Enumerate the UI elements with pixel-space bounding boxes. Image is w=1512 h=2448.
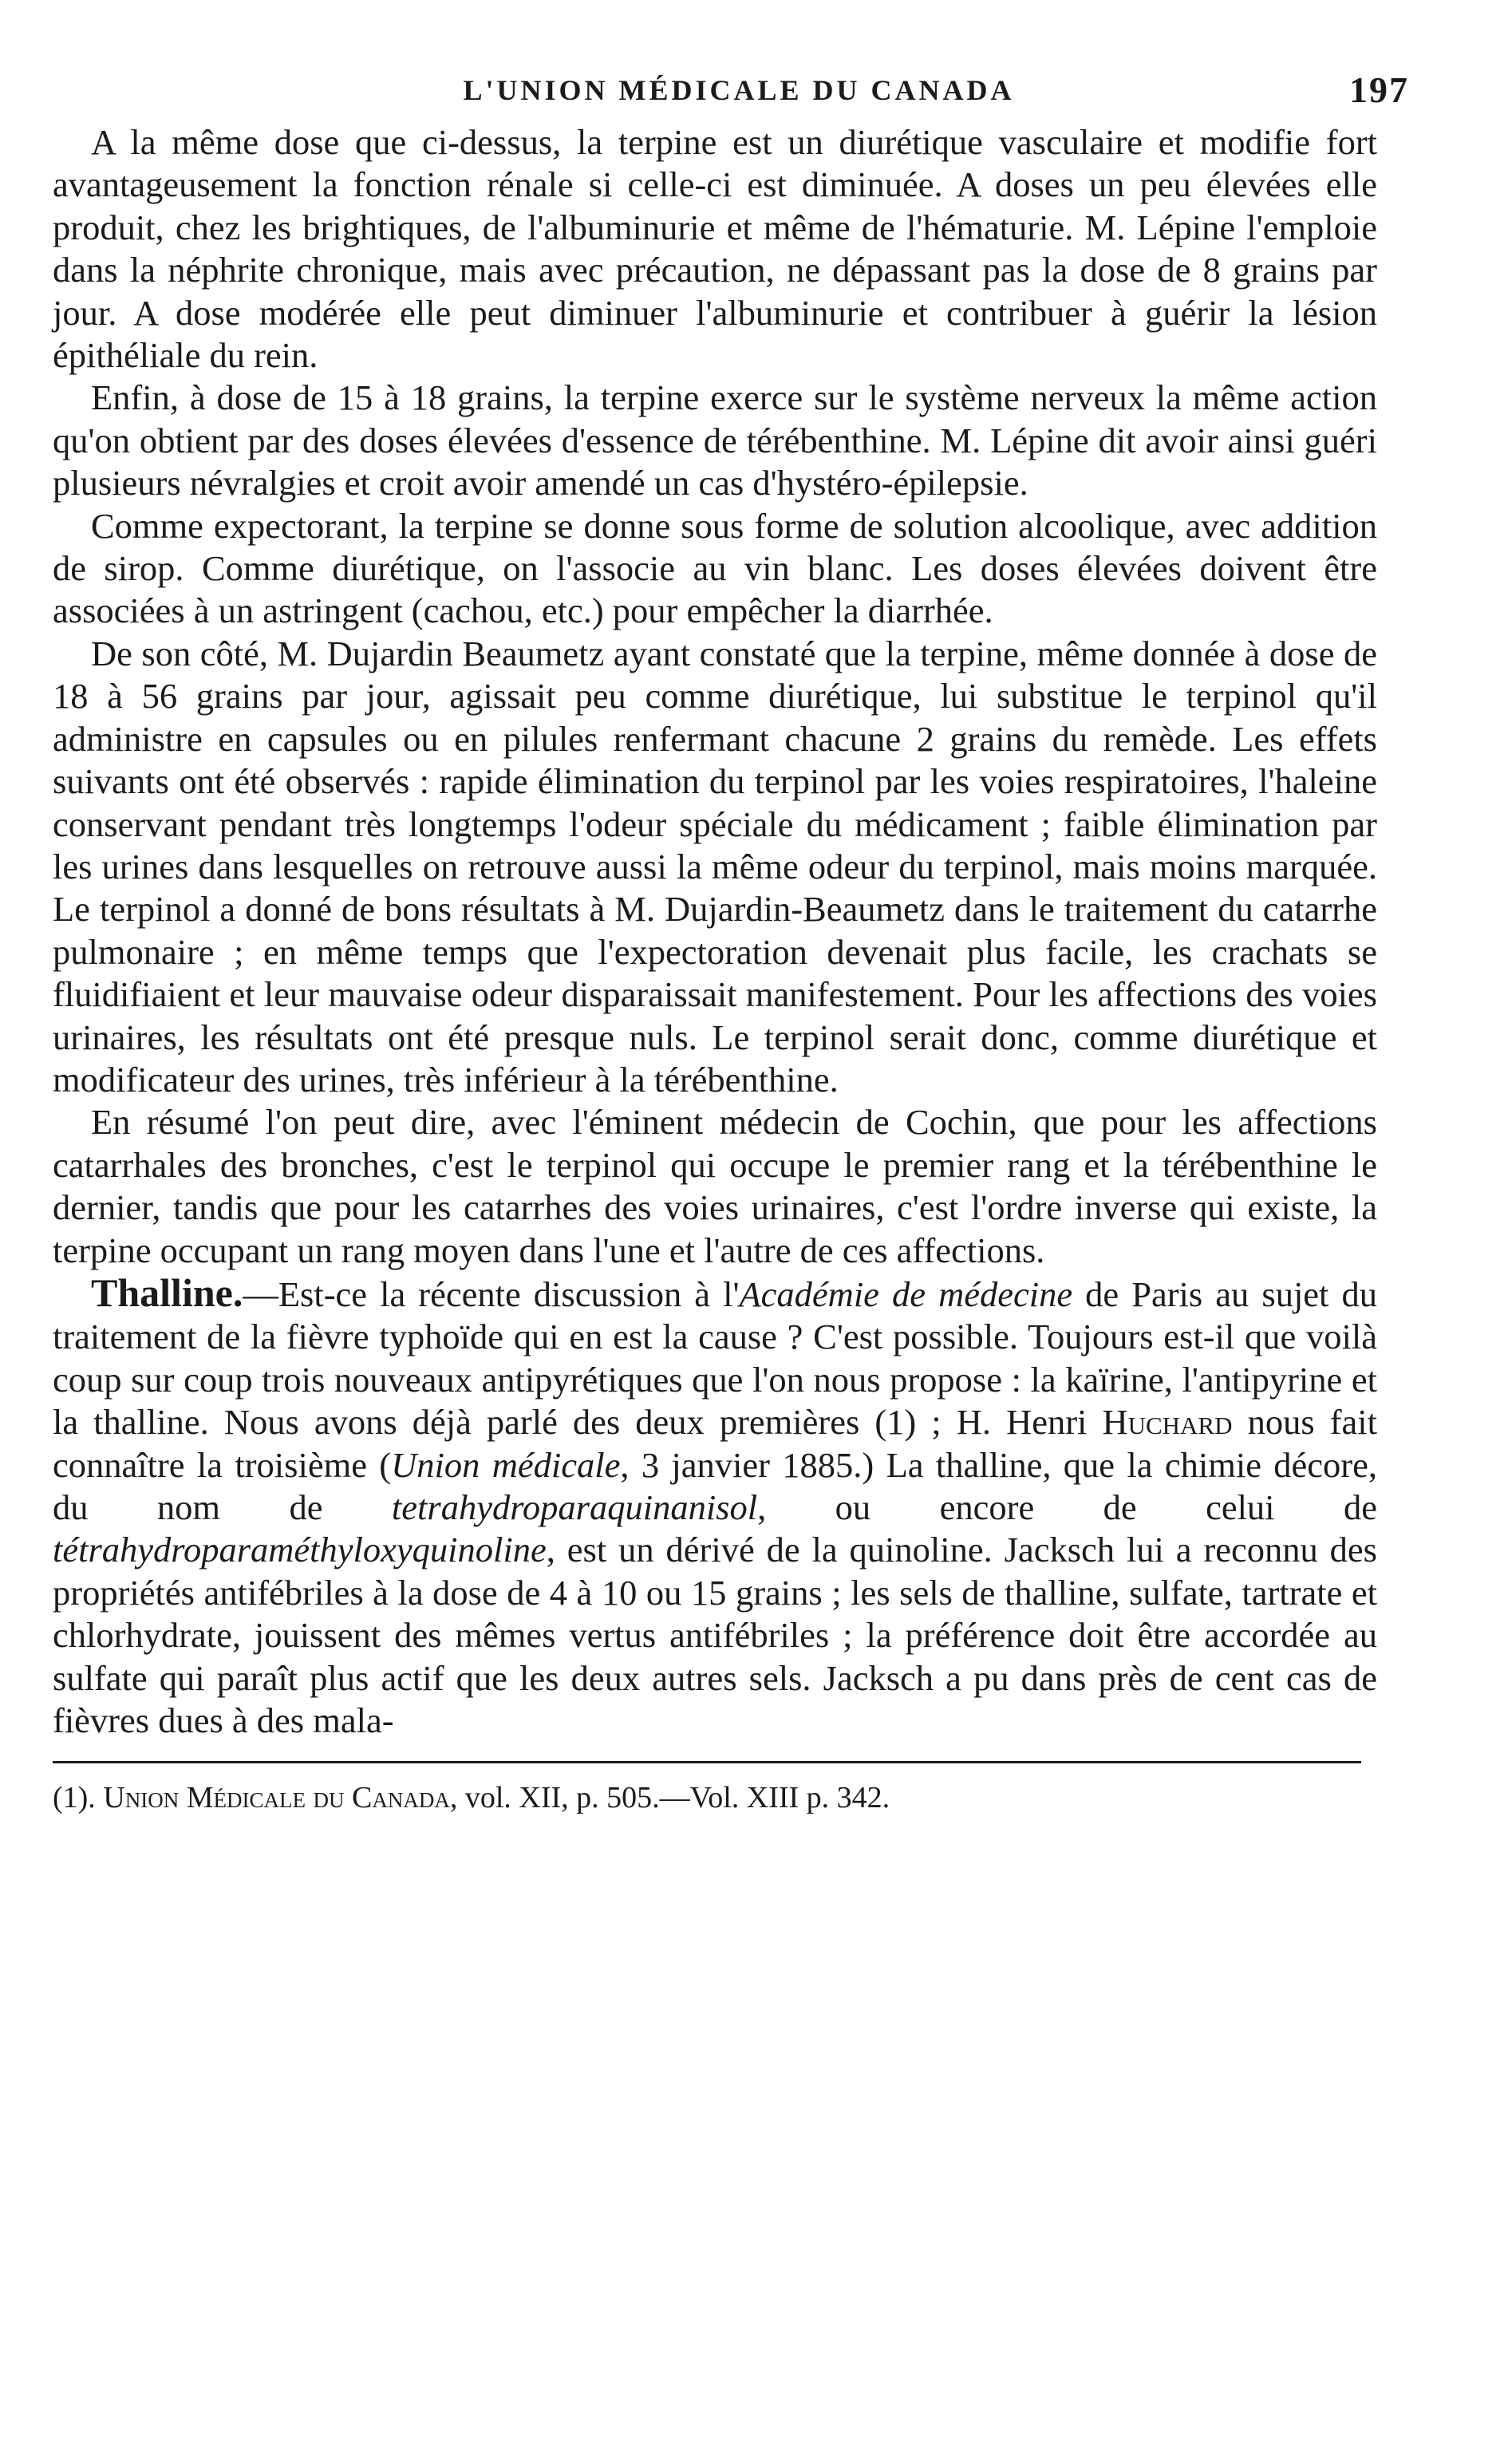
thalline-text-4: , 3 janvier 1885.) La thalline, que la chimie décore, du nom de xyxy=(53,1444,1377,1527)
journal-title: L'UNION MÉDICALE DU CANADA xyxy=(463,74,1015,106)
academie-title: Académie de médecine xyxy=(739,1273,1073,1314)
article-body xyxy=(53,121,1377,1742)
paragraph-thalline xyxy=(53,1269,1377,1742)
footnote-details: , vol. XII, p. 505.—Vol. XIII p. 342. xyxy=(449,1781,890,1815)
paragraph-terpinol: De son côté, M. Dujardin Beaumetz ayant constaté que la terpine, même donnée à dose de 18 à 56 grains par jour, agissait peu comme diurétique, lui substitue le terpinol qu'il administre en capsules ou en pilules renfermant chacune 2 grains du remède. Les effets suivants ont été observés : rapide élimination du terpinol par les voies respiratoires, l'haleine conservant pendant très longtemps l'odeur spéciale du médicament ; faible élimination par les urines dans lesquelles on retrouve aussi la même odeur du terpinol, mais moins marquée. Le terpinol a donné de bons résultats à M. Dujardin-Beaumetz dans le traitement du catarrhe pulmonaire ; en même temps que l'expectoration devenait plus facile, les crachats se fluidifiaient et leur mauvaise odeur disparaissait manifestement. Pour les affections des voies urinaires, les résultats ont été presque nuls. Le terpinol serait donc, comme diurétique et modificateur des urines, très inférieur à la térébenthine. xyxy=(53,633,1377,1100)
thalline-text-3: nous fait connaître la troisième ( xyxy=(53,1402,1377,1485)
thalline-text-2: de Paris au sujet du traitement de la fièvre typhoïde qui en est la cause ? C'est possible. Toujours est-il que voilà coup sur coup trois nouveaux antipyrétiques que l'on nous propose : la kaïrine, l'antipyrine et la thalline. Nous avons déjà parlé des deux premières (1) ; H. Henri xyxy=(53,1273,1377,1443)
paragraph-terpine-nervous: Enfin, à dose de 15 à 18 grains, la terpine exerce sur le système nerveux la même action qu'on obtient par des doses élevées d'essence de térébenthine. M. Lépine dit avoir ainsi guéri plusieurs névralgies et croit avoir amendé un cas d'hystéro-épilepsie. xyxy=(53,377,1377,503)
footnote-divider xyxy=(53,1761,1361,1763)
footnote-source: Union Médicale du Canada xyxy=(103,1781,450,1815)
page xyxy=(53,69,1409,1816)
chemical-name-2: tétrahydroparaméthyloxyquinoline xyxy=(53,1530,547,1570)
paragraph-terpine-expectorant: Comme expectorant, la terpine se donne sous forme de solution alcoolique, avec addition de sirop. Comme diurétique, on l'associe au vin blanc. Les doses élevées doivent être associées à un astringent (cachou, etc.) pour empêcher la diarrhée. xyxy=(53,505,1377,631)
chemical-name-1: tetrahydroparaquinanisol xyxy=(391,1487,758,1527)
author-huchard: Huchard xyxy=(1102,1402,1233,1443)
union-medicale-title: Union médicale xyxy=(391,1444,621,1485)
footnote xyxy=(53,1779,1377,1816)
thalline-heading: Thalline. xyxy=(91,1269,243,1315)
page-number: 197 xyxy=(1349,69,1409,110)
thalline-text-5: , ou encore de celui de xyxy=(757,1487,1377,1527)
paragraph-terpine-diuretic: A la même dose que ci-dessus, la terpine est un diurétique vasculaire et modifie fort avantageusement la fonction rénale si celle-ci est diminuée. A doses un peu élevées elle produit, chez les brightiques, de l'albuminurie et même de l'hématurie. M. Lépine l'emploie dans la néphrite chronique, mais avec précaution, ne dépassant pas la dose de 8 grains par jour. A dose modérée elle peut diminuer l'albuminurie et contribuer à guérir la lésion épithéliale du rein. xyxy=(53,122,1377,376)
footnote-marker: (1). xyxy=(53,1781,96,1815)
thalline-text-1: —Est-ce la récente discussion à l' xyxy=(243,1273,740,1314)
running-head xyxy=(53,69,1409,121)
paragraph-summary: En résumé l'on peut dire, avec l'éminent médecin de Cochin, que pour les affections catarrhales des bronches, c'est le terpinol qui occupe le premier rang et la térébenthine le dernier, tandis que pour les catarrhes des voies urinaires, c'est l'ordre inverse qui existe, la terpine occupant un rang moyen dans l'une et l'autre de ces affections. xyxy=(53,1102,1377,1270)
thalline-text-6: , est un dérivé de la quinoline. Jacksch lui a reconnu des propriétés antifébriles à la dose de 4 à 10 ou 15 grains ; les sels de thalline, sulfate, tartrate et chlorhydrate, jouissent des mêmes vertus antifébriles ; la préférence doit être accordée au sulfate qui paraît plus actif que les deux autres sels. Jacksch a pu dans près de cent cas de fièvres dues à des mala- xyxy=(53,1530,1377,1741)
